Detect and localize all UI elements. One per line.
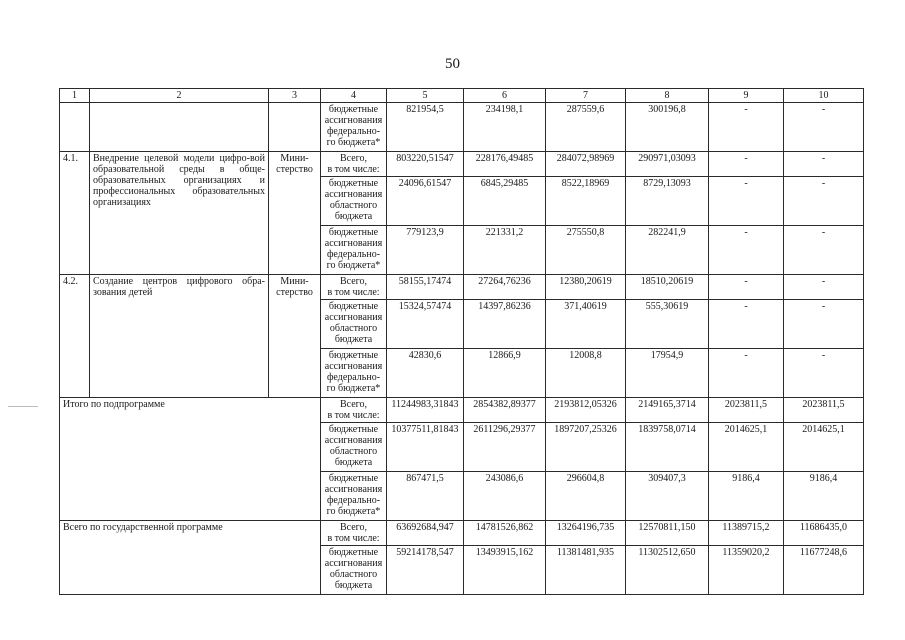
value-cell: 2014625,1 xyxy=(784,423,864,472)
header-cell: 8 xyxy=(626,89,709,103)
table-row xyxy=(60,152,864,177)
item-executor: Мини-стерство xyxy=(269,275,321,398)
value-cell: 1839758,0714 xyxy=(626,423,709,472)
empty-cell xyxy=(269,103,321,152)
value-cell: 867471,5 xyxy=(387,472,464,521)
source-label: бюджетные ассигнования областного бюджета xyxy=(321,177,387,226)
value-cell: 11359020,2 xyxy=(709,546,784,595)
value-cell: 18510,20619 xyxy=(626,275,709,300)
header-cell: 9 xyxy=(709,89,784,103)
value-cell: 821954,5 xyxy=(387,103,464,152)
value-cell: 12570811,150 xyxy=(626,521,709,546)
empty-cell xyxy=(90,103,269,152)
budget-table xyxy=(59,88,864,595)
value-cell: 282241,9 xyxy=(626,226,709,275)
value-cell: 309407,3 xyxy=(626,472,709,521)
header-cell: 2 xyxy=(90,89,269,103)
source-label: бюджетные ассигнования областного бюджета xyxy=(321,546,387,595)
value-cell: 2854382,89377 xyxy=(464,398,546,423)
value-cell: 9186,4 xyxy=(784,472,864,521)
value-cell: 2023811,5 xyxy=(784,398,864,423)
value-cell: 6845,29485 xyxy=(464,177,546,226)
value-cell: 58155,17474 xyxy=(387,275,464,300)
value-cell: - xyxy=(784,349,864,398)
value-cell: 12866,9 xyxy=(464,349,546,398)
item-name: Внедрение целевой модели цифро-вой образовательной среды в обще-образовательных организациях и профессиональных образовательных организациях xyxy=(90,152,269,275)
table-row xyxy=(60,521,864,546)
value-cell: 290971,03093 xyxy=(626,152,709,177)
value-cell: 8729,13093 xyxy=(626,177,709,226)
value-cell: - xyxy=(709,177,784,226)
source-label: Всего, в том числе: xyxy=(321,521,387,546)
source-label: Всего, в том числе: xyxy=(321,398,387,423)
value-cell: - xyxy=(784,226,864,275)
source-label: бюджетные ассигнования федерально-го бюджета* xyxy=(321,472,387,521)
value-cell: 11389715,2 xyxy=(709,521,784,546)
value-cell: 2611296,29377 xyxy=(464,423,546,472)
value-cell: 13493915,162 xyxy=(464,546,546,595)
source-label: Всего, в том числе: xyxy=(321,152,387,177)
empty-cell xyxy=(60,103,90,152)
value-cell: 228176,49485 xyxy=(464,152,546,177)
value-cell: 12008,8 xyxy=(546,349,626,398)
table-row xyxy=(60,398,864,423)
value-cell: 42830,6 xyxy=(387,349,464,398)
value-cell: 17954,9 xyxy=(626,349,709,398)
item-executor: Мини-стерство xyxy=(269,152,321,275)
header-cell: 3 xyxy=(269,89,321,103)
value-cell: 300196,8 xyxy=(626,103,709,152)
header-cell: 6 xyxy=(464,89,546,103)
header-cell: 7 xyxy=(546,89,626,103)
value-cell: 11686435,0 xyxy=(784,521,864,546)
value-cell: - xyxy=(709,152,784,177)
header-cell: 10 xyxy=(784,89,864,103)
header-row xyxy=(60,89,864,103)
value-cell: 11381481,935 xyxy=(546,546,626,595)
value-cell: 14397,86236 xyxy=(464,300,546,349)
value-cell: 9186,4 xyxy=(709,472,784,521)
value-cell: 555,30619 xyxy=(626,300,709,349)
value-cell: 27264,76236 xyxy=(464,275,546,300)
value-cell: 63692684,947 xyxy=(387,521,464,546)
source-label: бюджетные ассигнования федерально-го бюджета* xyxy=(321,103,387,152)
value-cell: 12380,20619 xyxy=(546,275,626,300)
grand-total-title: Всего по государственной программе xyxy=(60,521,321,595)
value-cell: - xyxy=(784,152,864,177)
value-cell: 14781526,862 xyxy=(464,521,546,546)
value-cell: 803220,51547 xyxy=(387,152,464,177)
value-cell: - xyxy=(709,300,784,349)
value-cell: 10377511,81843 xyxy=(387,423,464,472)
header-cell: 4 xyxy=(321,89,387,103)
source-label: бюджетные ассигнования федерально-го бюджета* xyxy=(321,349,387,398)
value-cell: 287559,6 xyxy=(546,103,626,152)
source-label: бюджетные ассигнования областного бюджета xyxy=(321,300,387,349)
page-number: 50 xyxy=(445,56,460,72)
value-cell: 234198,1 xyxy=(464,103,546,152)
table-row xyxy=(60,103,864,152)
value-cell: 13264196,735 xyxy=(546,521,626,546)
value-cell: - xyxy=(709,226,784,275)
value-cell: 2193812,05326 xyxy=(546,398,626,423)
value-cell: 59214178,547 xyxy=(387,546,464,595)
value-cell: - xyxy=(709,275,784,300)
item-number: 4.1. xyxy=(60,152,90,275)
value-cell: 15324,57474 xyxy=(387,300,464,349)
source-label: бюджетные ассигнования федерально-го бюджета* xyxy=(321,226,387,275)
value-cell: 221331,2 xyxy=(464,226,546,275)
value-cell: - xyxy=(709,349,784,398)
table-row xyxy=(60,275,864,300)
value-cell: - xyxy=(784,103,864,152)
value-cell: 284072,98969 xyxy=(546,152,626,177)
value-cell: 243086,6 xyxy=(464,472,546,521)
value-cell: 1897207,25326 xyxy=(546,423,626,472)
header-cell: 1 xyxy=(60,89,90,103)
source-label: бюджетные ассигнования областного бюджета xyxy=(321,423,387,472)
value-cell: 779123,9 xyxy=(387,226,464,275)
item-number: 4.2. xyxy=(60,275,90,398)
value-cell: 275550,8 xyxy=(546,226,626,275)
margin-mark xyxy=(8,406,38,407)
header-cell: 5 xyxy=(387,89,464,103)
value-cell: 2149165,3714 xyxy=(626,398,709,423)
value-cell: - xyxy=(784,275,864,300)
value-cell: - xyxy=(784,300,864,349)
value-cell: - xyxy=(709,103,784,152)
item-name: Создание центров цифрового обра-зования детей xyxy=(90,275,269,398)
value-cell: 2014625,1 xyxy=(709,423,784,472)
value-cell: 11244983,31843 xyxy=(387,398,464,423)
value-cell: 371,40619 xyxy=(546,300,626,349)
source-label: Всего, в том числе: xyxy=(321,275,387,300)
value-cell: - xyxy=(784,177,864,226)
value-cell: 11677248,6 xyxy=(784,546,864,595)
value-cell: 24096,61547 xyxy=(387,177,464,226)
value-cell: 2023811,5 xyxy=(709,398,784,423)
subtotal-title: Итого по подпрограмме xyxy=(60,398,321,521)
value-cell: 8522,18969 xyxy=(546,177,626,226)
value-cell: 296604,8 xyxy=(546,472,626,521)
value-cell: 11302512,650 xyxy=(626,546,709,595)
